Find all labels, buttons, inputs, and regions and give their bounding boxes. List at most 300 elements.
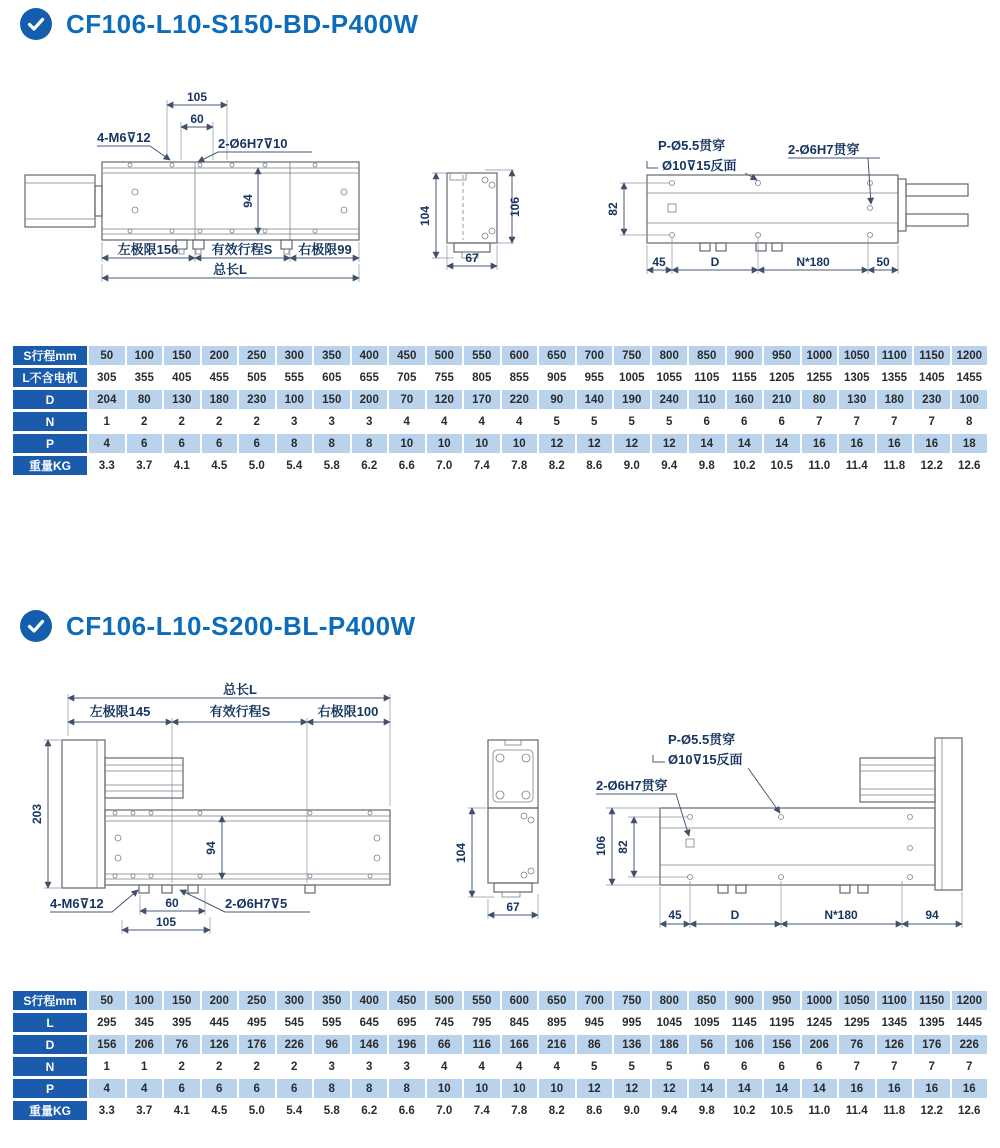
table-cell: 230 <box>239 390 275 409</box>
dim-label: N*180 <box>796 255 830 269</box>
table-cell: 995 <box>614 1013 650 1032</box>
table-cell: 5 <box>539 412 575 431</box>
table-cell: 14 <box>727 434 763 453</box>
counterbore-symbol <box>647 161 658 168</box>
table-cell: 96 <box>314 1035 350 1054</box>
table-cell: 405 <box>164 368 200 387</box>
table-cell: 11.4 <box>839 1101 875 1120</box>
table-cell: 12 <box>652 434 688 453</box>
table-cell: 900 <box>727 991 763 1010</box>
table-cell: 100 <box>277 390 313 409</box>
table-cell: 210 <box>764 390 800 409</box>
table-cell: 76 <box>839 1035 875 1054</box>
row-header: D <box>13 390 87 409</box>
table-cell: 16 <box>877 434 913 453</box>
table-cell: 1355 <box>877 368 913 387</box>
table-cell: 8 <box>389 1079 425 1098</box>
side-view <box>606 138 968 274</box>
table-cell: 11.8 <box>877 1101 913 1120</box>
dim-label: 45 <box>668 908 682 922</box>
table-cell: 4 <box>464 1057 500 1076</box>
table-cell: 1000 <box>802 991 838 1010</box>
table-cell: 8.2 <box>539 456 575 475</box>
table-cell: 10.2 <box>727 1101 763 1120</box>
dim-label: 60 <box>190 112 204 126</box>
table-cell: 595 <box>314 1013 350 1032</box>
table-cell: 150 <box>314 390 350 409</box>
table-cell: 895 <box>539 1013 575 1032</box>
table-cell: 8.2 <box>539 1101 575 1120</box>
table-cell: 350 <box>314 991 350 1010</box>
dim-label: 45 <box>652 255 666 269</box>
table-cell: 655 <box>352 368 388 387</box>
table-cell: 305 <box>89 368 125 387</box>
table-cell: 3 <box>352 412 388 431</box>
table-cell: 6.2 <box>352 1101 388 1120</box>
table-cell: 4 <box>502 1057 538 1076</box>
table-cell: 1255 <box>802 368 838 387</box>
table-cell: 4 <box>502 412 538 431</box>
dim-label: 67 <box>465 251 479 265</box>
dim-label: N*180 <box>824 908 858 922</box>
table-cell: 5.4 <box>277 1101 313 1120</box>
table-cell: 1 <box>89 412 125 431</box>
table-cell: 200 <box>202 991 238 1010</box>
table-cell: 14 <box>764 434 800 453</box>
table-cell: 855 <box>502 368 538 387</box>
callout-label: P-Ø5.5贯穿 <box>668 732 736 747</box>
table-cell: 1005 <box>614 368 650 387</box>
table-cell: 226 <box>277 1035 313 1054</box>
product-title: CF106-L10-S150-BD-P400W <box>66 8 419 39</box>
table-cell: 4 <box>427 1057 463 1076</box>
dim-label: 104 <box>418 205 432 227</box>
dim-label: 82 <box>606 202 620 216</box>
table-cell: 1150 <box>914 991 950 1010</box>
table-cell: 230 <box>914 390 950 409</box>
table-cell: 8 <box>952 412 988 431</box>
table-cell: 5.0 <box>239 456 275 475</box>
table-cell: 3.3 <box>89 1101 125 1120</box>
table-cell: 300 <box>277 346 313 365</box>
table-cell: 645 <box>352 1013 388 1032</box>
table-cell: 7 <box>914 412 950 431</box>
table-cell: 140 <box>577 390 613 409</box>
row-header: S行程mm <box>13 991 87 1010</box>
table-cell: 600 <box>502 346 538 365</box>
table-cell: 7.4 <box>464 1101 500 1120</box>
table-cell: 196 <box>389 1035 425 1054</box>
table-cell: 76 <box>164 1035 200 1054</box>
table-cell: 500 <box>427 991 463 1010</box>
table-cell: 200 <box>352 390 388 409</box>
table-cell: 8 <box>314 1079 350 1098</box>
table-cell: 400 <box>352 346 388 365</box>
table-cell: 4 <box>127 1079 163 1098</box>
callout-label: 2-Ø6H7贯穿 <box>788 142 860 157</box>
table-cell: 6 <box>727 412 763 431</box>
table-cell: 176 <box>239 1035 275 1054</box>
table-cell: 1100 <box>877 346 913 365</box>
table-row <box>13 1079 987 1098</box>
table-cell: 355 <box>127 368 163 387</box>
table-cell: 146 <box>352 1035 388 1054</box>
table-cell: 2 <box>239 1057 275 1076</box>
table-cell: 5 <box>614 412 650 431</box>
table-cell: 12 <box>614 434 650 453</box>
row-header: N <box>13 1057 87 1076</box>
table-cell: 505 <box>239 368 275 387</box>
table-cell: 10 <box>539 1079 575 1098</box>
table-cell: 16 <box>952 1079 988 1098</box>
table-cell: 350 <box>314 346 350 365</box>
dim-label: 94 <box>204 841 218 855</box>
table-cell: 56 <box>689 1035 725 1054</box>
table-cell: 3.7 <box>127 456 163 475</box>
dim-label: 有效行程S <box>209 704 271 719</box>
table-cell: 5 <box>577 412 613 431</box>
table-cell: 6 <box>689 1057 725 1076</box>
row-header: 重量KG <box>13 456 87 475</box>
table-cell: 6 <box>202 434 238 453</box>
table-cell: 1105 <box>689 368 725 387</box>
table-cell: 850 <box>689 346 725 365</box>
table-cell: 6 <box>802 1057 838 1076</box>
table-cell: 395 <box>164 1013 200 1032</box>
table-cell: 955 <box>577 368 613 387</box>
table-cell: 10.2 <box>727 456 763 475</box>
table-cell: 7 <box>839 1057 875 1076</box>
table-cell: 10 <box>502 434 538 453</box>
table-cell: 8.6 <box>577 1101 613 1120</box>
product-title: CF106-L10-S200-BL-P400W <box>66 610 416 641</box>
plan-view <box>25 90 359 282</box>
table-row <box>13 991 987 1010</box>
table-cell: 14 <box>689 1079 725 1098</box>
table-cell: 545 <box>277 1013 313 1032</box>
table-cell: 12 <box>652 1079 688 1098</box>
spec-table-1 <box>11 343 989 478</box>
table-cell: 10 <box>464 1079 500 1098</box>
table-cell: 170 <box>464 390 500 409</box>
table-cell: 7.0 <box>427 1101 463 1120</box>
table-cell: 2 <box>202 1057 238 1076</box>
table-cell: 750 <box>614 991 650 1010</box>
table-cell: 5.4 <box>277 456 313 475</box>
table-cell: 80 <box>802 390 838 409</box>
table-cell: 110 <box>689 390 725 409</box>
table-cell: 1000 <box>802 346 838 365</box>
table-cell: 550 <box>464 991 500 1010</box>
table-cell: 80 <box>127 390 163 409</box>
dim-label: 106 <box>594 835 608 857</box>
table-cell: 12.6 <box>952 1101 988 1120</box>
table-cell: 6.6 <box>389 456 425 475</box>
table-cell: 10.5 <box>764 1101 800 1120</box>
table-cell: 6 <box>164 434 200 453</box>
table-cell: 6 <box>277 1079 313 1098</box>
dim-label: D <box>710 255 720 269</box>
table-cell: 16 <box>802 434 838 453</box>
table-cell: 2 <box>164 412 200 431</box>
table-cell: 11.4 <box>839 456 875 475</box>
dim-label: 203 <box>30 803 44 825</box>
table-cell: 6 <box>764 1057 800 1076</box>
table-cell: 3.7 <box>127 1101 163 1120</box>
table-cell: 6 <box>202 1079 238 1098</box>
table-row <box>13 346 987 365</box>
table-cell: 745 <box>427 1013 463 1032</box>
table-cell: 12 <box>539 434 575 453</box>
table-cell: 130 <box>839 390 875 409</box>
table-cell: 500 <box>427 346 463 365</box>
technical-drawing-2 <box>0 678 1000 953</box>
table-cell: 160 <box>727 390 763 409</box>
table-cell: 605 <box>314 368 350 387</box>
table-cell: 66 <box>427 1035 463 1054</box>
callout-label: P-Ø5.5贯穿 <box>658 138 726 153</box>
technical-drawing-1 <box>0 80 1000 308</box>
table-cell: 950 <box>764 991 800 1010</box>
dim-label: 94 <box>925 908 939 922</box>
dim-label: 105 <box>155 915 177 929</box>
table-cell: 1200 <box>952 991 988 1010</box>
row-header: P <box>13 434 87 453</box>
table-cell: 10 <box>389 434 425 453</box>
table-cell: 700 <box>577 346 613 365</box>
table-cell: 650 <box>539 346 575 365</box>
table-row <box>13 1057 987 1076</box>
table-cell: 1245 <box>802 1013 838 1032</box>
table-cell: 176 <box>914 1035 950 1054</box>
dim-label: 104 <box>454 842 468 864</box>
spec-table-2 <box>11 988 989 1123</box>
dim-label: 67 <box>506 900 520 914</box>
table-cell: 14 <box>727 1079 763 1098</box>
table-cell: 116 <box>464 1035 500 1054</box>
table-cell: 8.6 <box>577 456 613 475</box>
table-cell: 845 <box>502 1013 538 1032</box>
table-cell: 7 <box>802 412 838 431</box>
table-cell: 4.1 <box>164 456 200 475</box>
table-cell: 11.0 <box>802 456 838 475</box>
table-cell: 8 <box>352 1079 388 1098</box>
table-cell: 400 <box>352 991 388 1010</box>
table-cell: 1395 <box>914 1013 950 1032</box>
table-cell: 800 <box>652 991 688 1010</box>
table-cell: 150 <box>164 991 200 1010</box>
table-row <box>13 1013 987 1032</box>
table-cell: 1155 <box>727 368 763 387</box>
table-cell: 3 <box>314 1057 350 1076</box>
table-cell: 1455 <box>952 368 988 387</box>
table-cell: 12 <box>614 1079 650 1098</box>
table-cell: 14 <box>689 434 725 453</box>
table-cell: 2 <box>127 412 163 431</box>
callout-label: Ø10⊽15反面 <box>662 158 737 173</box>
table-cell: 2 <box>202 412 238 431</box>
table-cell: 9.0 <box>614 456 650 475</box>
table-cell: 4 <box>389 412 425 431</box>
table-cell: 9.4 <box>652 1101 688 1120</box>
table-cell: 90 <box>539 390 575 409</box>
callout-label: 2-Ø6H7贯穿 <box>596 778 668 793</box>
table-cell: 156 <box>764 1035 800 1054</box>
table-cell: 455 <box>202 368 238 387</box>
table-cell: 16 <box>877 1079 913 1098</box>
table-cell: 8 <box>352 434 388 453</box>
table-cell: 6 <box>239 434 275 453</box>
table-cell: 9.4 <box>652 456 688 475</box>
table-cell: 805 <box>464 368 500 387</box>
table-cell: 750 <box>614 346 650 365</box>
table-cell: 100 <box>127 991 163 1010</box>
callout-label: 4-M6⊽12 <box>97 130 151 145</box>
table-cell: 450 <box>389 991 425 1010</box>
table-cell: 9.8 <box>689 456 725 475</box>
table-cell: 9.8 <box>689 1101 725 1120</box>
table-cell: 250 <box>239 991 275 1010</box>
table-cell: 7 <box>914 1057 950 1076</box>
table-cell: 8 <box>314 434 350 453</box>
table-cell: 11.8 <box>877 456 913 475</box>
table-cell: 206 <box>802 1035 838 1054</box>
table-cell: 50 <box>89 991 125 1010</box>
table-cell: 755 <box>427 368 463 387</box>
table-row <box>13 390 987 409</box>
table-cell: 10.5 <box>764 456 800 475</box>
table-cell: 12 <box>577 434 613 453</box>
table-cell: 150 <box>164 346 200 365</box>
table-cell: 7.4 <box>464 456 500 475</box>
table-cell: 300 <box>277 991 313 1010</box>
table-cell: 130 <box>164 390 200 409</box>
table-cell: 6 <box>764 412 800 431</box>
table-cell: 6.2 <box>352 456 388 475</box>
table-cell: 945 <box>577 1013 613 1032</box>
table-cell: 1205 <box>764 368 800 387</box>
table-cell: 1095 <box>689 1013 725 1032</box>
table-cell: 3 <box>352 1057 388 1076</box>
table-cell: 7.8 <box>502 456 538 475</box>
table-cell: 16 <box>914 1079 950 1098</box>
table-cell: 3.3 <box>89 456 125 475</box>
table-cell: 16 <box>914 434 950 453</box>
callout-label: 2-Ø6H7⊽10 <box>218 136 288 151</box>
table-cell: 6 <box>239 1079 275 1098</box>
section-view <box>454 740 538 919</box>
table-cell: 3 <box>277 412 313 431</box>
table-cell: 6 <box>164 1079 200 1098</box>
dim-label: 94 <box>241 194 255 208</box>
table-cell: 16 <box>839 434 875 453</box>
table-cell: 4 <box>427 412 463 431</box>
table-cell: 695 <box>389 1013 425 1032</box>
table-cell: 7.0 <box>427 456 463 475</box>
row-header: D <box>13 1035 87 1054</box>
table-cell: 6.6 <box>389 1101 425 1120</box>
table-cell: 1295 <box>839 1013 875 1032</box>
table-cell: 900 <box>727 346 763 365</box>
table-cell: 7 <box>952 1057 988 1076</box>
table-cell: 1050 <box>839 991 875 1010</box>
table-cell: 50 <box>89 346 125 365</box>
table-cell: 6 <box>727 1057 763 1076</box>
table-cell: 1150 <box>914 346 950 365</box>
callout-label: Ø10⊽15反面 <box>668 752 743 767</box>
dim-label: 82 <box>616 840 630 854</box>
table-cell: 136 <box>614 1035 650 1054</box>
table-cell: 14 <box>764 1079 800 1098</box>
table-cell: 226 <box>952 1035 988 1054</box>
table-cell: 5 <box>652 412 688 431</box>
table-cell: 2 <box>164 1057 200 1076</box>
dim-label: 有效行程S <box>211 242 273 257</box>
table-cell: 4 <box>89 1079 125 1098</box>
dim-label: 106 <box>508 196 522 218</box>
table-row <box>13 456 987 475</box>
table-cell: 905 <box>539 368 575 387</box>
plan-view <box>30 682 390 934</box>
table-cell: 126 <box>877 1035 913 1054</box>
dim-label: 右极限100 <box>317 704 379 719</box>
row-header: N <box>13 412 87 431</box>
table-cell: 6 <box>127 434 163 453</box>
table-row <box>13 1101 987 1120</box>
table-cell: 204 <box>89 390 125 409</box>
table-cell: 156 <box>89 1035 125 1054</box>
table-cell: 4 <box>89 434 125 453</box>
table-cell: 7 <box>877 1057 913 1076</box>
table-cell: 250 <box>239 346 275 365</box>
table-cell: 9.0 <box>614 1101 650 1120</box>
dim-label: 左极限156 <box>117 242 179 257</box>
table-cell: 4.5 <box>202 456 238 475</box>
table-cell: 4.5 <box>202 1101 238 1120</box>
section-2-header <box>20 610 416 642</box>
table-cell: 345 <box>127 1013 163 1032</box>
table-cell: 1050 <box>839 346 875 365</box>
table-cell: 166 <box>502 1035 538 1054</box>
table-cell: 5 <box>577 1057 613 1076</box>
table-cell: 5.8 <box>314 1101 350 1120</box>
section-1-header <box>20 8 419 40</box>
table-cell: 12.2 <box>914 1101 950 1120</box>
table-cell: 126 <box>202 1035 238 1054</box>
table-cell: 1200 <box>952 346 988 365</box>
table-cell: 1100 <box>877 991 913 1010</box>
table-cell: 120 <box>427 390 463 409</box>
table-cell: 12 <box>577 1079 613 1098</box>
dim-label: 105 <box>186 90 208 104</box>
dim-label: 总长L <box>213 262 247 277</box>
dim-label: 50 <box>876 255 890 269</box>
table-cell: 4.1 <box>164 1101 200 1120</box>
table-cell: 12.2 <box>914 456 950 475</box>
table-cell: 7.8 <box>502 1101 538 1120</box>
table-row <box>13 368 987 387</box>
table-cell: 1 <box>127 1057 163 1076</box>
table-cell: 850 <box>689 991 725 1010</box>
table-cell: 700 <box>577 991 613 1010</box>
table-cell: 14 <box>802 1079 838 1098</box>
table-cell: 106 <box>727 1035 763 1054</box>
table-cell: 7 <box>839 412 875 431</box>
table-cell: 180 <box>202 390 238 409</box>
table-cell: 190 <box>614 390 650 409</box>
table-cell: 295 <box>89 1013 125 1032</box>
table-cell: 4 <box>539 1057 575 1076</box>
